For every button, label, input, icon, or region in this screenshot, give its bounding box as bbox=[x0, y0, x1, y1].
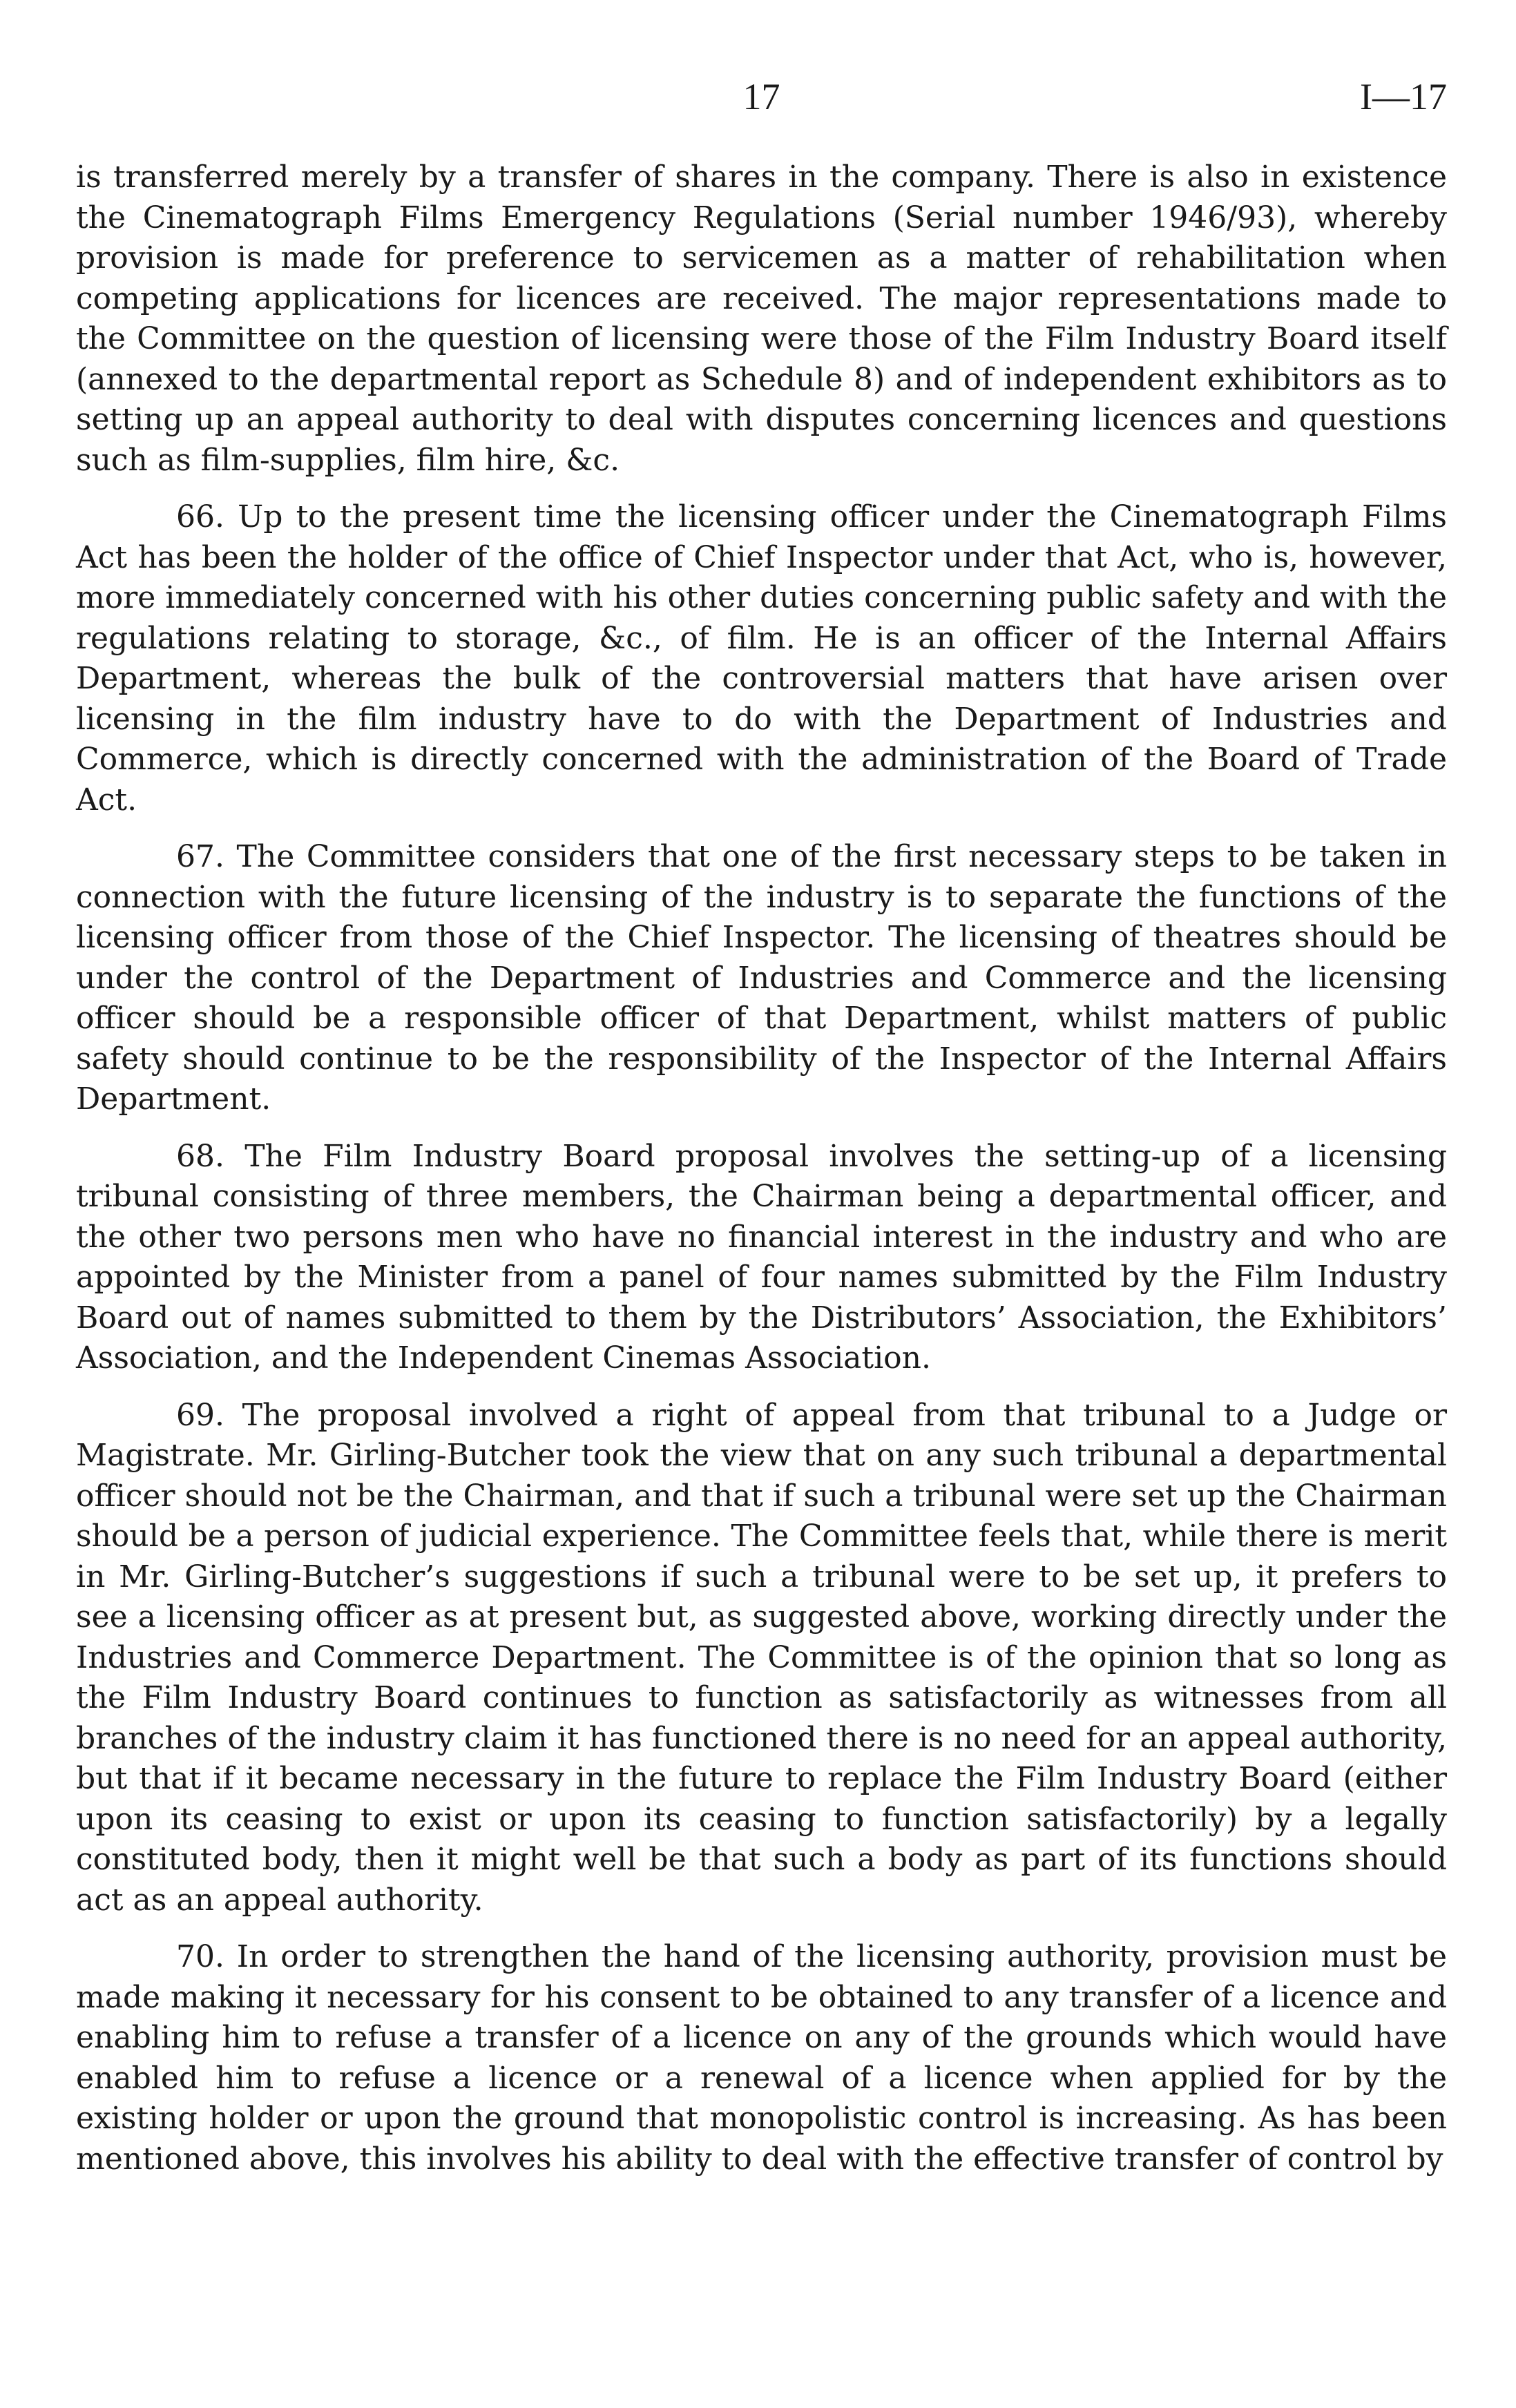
report-reference: I—17 bbox=[1360, 76, 1447, 117]
paragraph-continuation: is transferred merely by a transfer of shares in the company. There is also in existence the Cinematograph Films Emergency Regulations (Serial number 1946/93), whereby provision is made for preference to servicemen as a matter of rehabilitation when competing applications for licences are received. The major representations made to the Committee on the question of licensing were those of the Film Industry Board itself (annexed to the departmental report as Schedule 8) and of independent exhibitors as to setting up an appeal authority to deal with disputes concerning licences and questions such as film-supplies, film hire, &c. bbox=[76, 160, 1447, 478]
paragraph-69: 69. The proposal involved a right of appeal from that tribunal to a Judge or Magistrate. Mr. Girling-Butcher took the view that on any such tribunal a departmental officer should not be the Chairman, and that if such a tribunal were set up the Chairman should be a person of judicial experience. The Committee feels that, while there is merit in Mr. Girling-Butcher’s suggestions if such a tribunal were to be set up, it prefers to see a licensing officer as at present but, as suggested above, working directly under the Industries and Commerce Department. The Committee is of the opinion that so long as the Film Industry Board continues to function as satisfactorily as witnesses from all branches of the industry claim it has functioned there is no need for an appeal authority, but that if it became necessary in the future to replace the Film Industry Board (either upon its ceasing to exist or upon its ceasing to function satisfactorily) by a legally constituted body, then it might well be that such a body as part of its functions should act as an appeal authority. bbox=[76, 1397, 1447, 1918]
paragraph-70: 70. In order to strengthen the hand of the licensing authority, provision must be made making it necessary for his consent to be obtained to any transfer of a licence and enabling him to refuse a transfer of a licence on any of the grounds which would have enabled him to refuse a licence or a renewal of a licence when applied for by the existing holder or upon the ground that monopolistic control is increasing. As has been mentioned above, this involves his ability to deal with the effective transfer of control by bbox=[76, 1939, 1447, 2177]
page-number: 17 bbox=[742, 76, 780, 117]
page-header bbox=[76, 66, 1447, 128]
paragraph-68: 68. The Film Industry Board proposal involves the setting-up of a licensing tribunal consisting of three members, the Chairman being a departmental officer, and the other two persons men who have no financial interest in the industry and who are appointed by the Minister from a panel of four names submitted by the Film Industry Board out of names submitted to them by the Distributors’ Association, the Exhibitors’ Association, and the Independent Cinemas Association. bbox=[76, 1138, 1447, 1376]
paragraph-67: 67. The Committee considers that one of the first necessary steps to be taken in connection with the future licensing of the industry is to separate the functions of the licensing officer from those of the Chief Inspector. The licensing of theatres should be under the control of the Department of Industries and Commerce and the licensing officer should be a responsible officer of that Department, whilst matters of public safety should continue to be the responsibility of the Inspector of the Internal Affairs Department. bbox=[76, 839, 1447, 1117]
body-text bbox=[76, 157, 1447, 2196]
paragraph-66: 66. Up to the present time the licensing officer under the Cinematograph Films Act has been the holder of the office of Chief Inspector under that Act, who is, however, more immediately concerned with his other duties concerning public safety and with the regulations relating to storage, &c., of film. He is an officer of the Internal Affairs Department, whereas the bulk of the controversial matters that have arisen over licensing in the film industry have to do with the Department of Industries and Commerce, which is directly concerned with the administration of the Board of Trade Act. bbox=[76, 499, 1447, 818]
